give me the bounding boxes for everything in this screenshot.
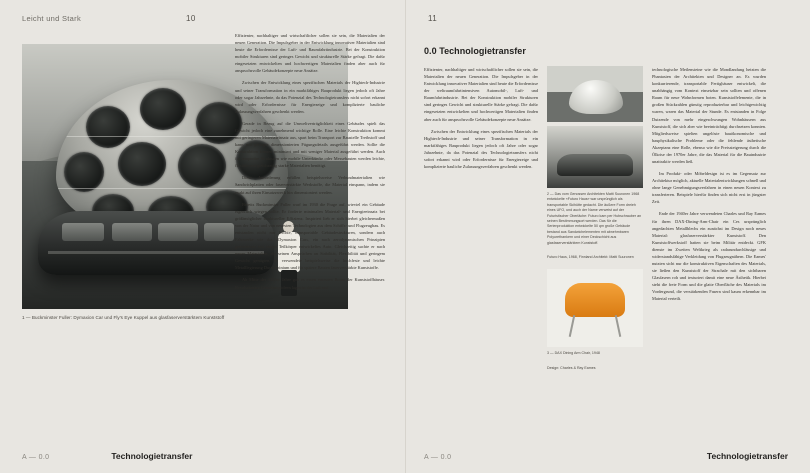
paragraph: Diese Anforderung erfüllen beispielsweise Verbundmaterialien wie Sandwichplatten oder faserverstärkte Werkstoffe, die Material einspann, indem sie exakt auf ihren Einsatzzweck hin dimensioniert werden. (235, 175, 385, 195)
right-column-3 (652, 66, 766, 380)
figure-futuro-house-bw (547, 126, 643, 188)
running-head-left (22, 14, 387, 28)
photo-futuro-house (547, 66, 643, 122)
paragraph: Effizienter, nachhaltiger und wirtschaftlicher sollen sie sein, die Materialien der neuen Generation. Die Impulsgeber in der Entwicklung innovativer Materialien sind heute die Erfordernisse der Luft- und Raumfahrtindustrie. Bei der Konstruktion mobiler Strukturen sind geringes Gewicht und strukturelle Stärke gefragt. Die dafür eingesetzten entwickelten und hochwertigen Materialien finden aber auch für anspruchsvolle Gebäudekonzepte neue Ansätze. (235, 33, 385, 74)
running-head-chapter: Leicht und Stark (22, 14, 81, 23)
page-folio-right: 11 (428, 14, 438, 23)
right-page-body (424, 66, 790, 380)
paragraph: technologische Meilensteine wie die Mondlandung heizten die Phantasien der Architekten und Designer an. Es wurden konkurrierende, transportable Fertighäuser entwickelt, die unabhängig vom Kontext einsetzbar sein sollten und offenen Raum für neue Wohnformen boten. Kunststoffelemente, die in großen Stückzahlen günstig reproduzierbar und leichtgewichtig waren, waren das Material der Stunde. Es entstanden in Folge Dutzende von mehr eingeschwungen Wohnhäusern aus Kunststoff, die sich aber wie beeinträchtigt durchsetzen konnten. Mitgliedsweise spielten ungelöste bauökonomische und bauphysikalische Probleme oder die fehlende ästhetische Akzeptanz eine Rolle, ebenso wie die Preissteigerung durch die Ölkrise der 1970er Jahre, die das Material für die Bauindustrie unattraktiv werden ließ. (652, 67, 766, 165)
figure-caption: 1 — Buckminster Fuller: Dymaxion Car und Fly's Eye Kuppel aus glasfaserverstärktem Kunststoff (22, 315, 225, 320)
figure-caption-dax: 3 — DAX Dining Arm Chair, 1948 (547, 351, 600, 356)
right-column-figures (547, 66, 643, 380)
figure-dax-chair (547, 269, 643, 347)
figure-credit-dax: Design: Charles & Ray Eames (547, 365, 596, 370)
paragraph: Gerade in Bezug auf die Umweltverträglichkeit eines Gebäudes spielt das Gewicht jedoch eine zunehmend wichtige Rolle. Eine leichte Konstruktion kommt mit geringeren Materialeinsatz aus, spart beim Transport zur Baustelle Treibstoff und kann mit geringer dimensionierten Fügungsdetails ausgeführt werden. Sollte die Konstruktion können minimiert und mit weniger Material ausgeführt werden. Auch für temporäre Strukturen wie mobile Unterkünfte oder Messebauten werden leichte, flexible und gleichzeitig starke Materialien benötigt. (235, 120, 385, 169)
footer-right (424, 451, 788, 461)
footer-left (22, 451, 387, 461)
photo-dax-chair (547, 269, 643, 347)
chapter-title: 0.0 Technologietransfer (424, 46, 526, 56)
running-head-right (424, 14, 788, 28)
paragraph: Zwischen der Entwicklung eines spezifischen Materials der Hightech-Industrie und seiner Transformation in ein marktfähiges Bauprodukt liegen jedoch oft Jahre oder sogar Jahrzehnte, da das Potenzial des Technologietransfers nicht sofort erkannt wird oder Erfordernisse für Energiezeige und komplizierte bauliche Zulassungsverfahren geschenkt werden. (235, 80, 385, 114)
paragraph: Ab Mitte der 1960er Jahre gab es einen erneuten Boom der Kunststoffhäuser. Revolutionäre Gestaltungsideen lagen in der Luft und (235, 277, 385, 290)
left-page-text-column (235, 32, 385, 296)
paragraph: Im Produkt- oder Möbeldesign ist es im Gegensatz zur Architektur möglich, aktuelle Materialentwicklungen schnell und ohne lange Genehmigungsverfahren in einen neuen Kontext zu transferieren. Beispiele hierfür finden sich nicht erst in jüngster Zeit. (652, 171, 766, 205)
footer-section-right: A — 0.0 (424, 454, 452, 461)
page-folio-left: 10 (186, 14, 196, 23)
figure-credit-futuro: Futuro Haus, 1968, Finnland Architekt: Matti Suuronen (547, 254, 634, 259)
photo-futuro-house-bw (547, 126, 643, 188)
right-page (405, 0, 810, 473)
paragraph: Bereits Buckminster Fuller warf im 1930 die Frage auf, wieviel ein Gebäude eigentlich wiegen sollte. Er forderte minimalen Material- und Energieeinsatz bei größtmöglicher struktureller Effizienz. Inspiriert lieb er sich hierbei gleichermaßen von der Natur und von neuesten Technologien aus dem Schiffs- und Flugzeugbau. Es entstanden nicht nur leichte, transportable Gebäudestrukturen, sondern auch Fahrwerke wie das «Dymaxion Car», ein nach aerodynamischen Prinzipien geminimum mit einem Teilkörper entwickeltes Auto. Gleichzeitig suchte er nach neuen Materialien, die seinen Ansprüchen an Stabilität, Flexibilität und geringem Gewicht genügten. Er verwendete beispielsweise die hochfeste und leichte Metalllegierung Duraluminium und für spätere Bauten faserverstärkte Kunststoffe. (235, 201, 385, 271)
paragraph: Ende der 1940er Jahre verwendeten Charles und Ray Eames für ihren DAX-Dining-Arm-Chair ein Ces ursprünglich angedachten Metallblechs ein zunächst im Design noch neues Material: glasfaserverstärkter Kunststoff. Den Kunststoffwerkstoff hatten sie beim Militär entdeckt. GFK dienste im Zweiten Weltkrieg als radarundurchlässige und widerstandsfähige Verkleidung von Flugzeugnähern. Die Eames' nutzten sicht nur die konstruktiven Eigenschaften des Materials, sie ließen den Kunststoff der Strachale mit den sichtbaren Glasfasern roh und texturiert damit eine neue Ästhetik. Hierbei steht die freie Form und die glatte Oberfläche des Materials im Vordergrund, die verstärkenden Fasern sind kaum erkennbar im Material verteilt. (652, 211, 766, 302)
paragraph: Effizienter, nachhaltiger und wirtschaftlicher sollen sie sein, die Materialien der neuen Generation. Die Impulsgeber in der Entwicklung innovativer Materialien sind heute die Erfordernisse der weltraumfahrtintensiven Automobil-, Luft- und Raumfahrtindustrie. Bei der Konstruktion mobiler Strukturen sind geringes Gewicht und strukturelle Stärke gefragt. Die dafür eingesetzten entwickelten und hochwertigen Materialien finden aber auch für anspruchsvolle Gebäudekonzepte neue Ansätze. (424, 67, 538, 122)
figure-caption-futuro: 2 — Das vom Genossen Architekten Matti Suuronen 1968 entwickelte «Futuro Haus» war ursprünglich als transportable Skihütte gedacht. Die äußere Form dreieh eines UFO, und auch der Name verweist auf der Futuristischer Oberläche: Futuro kam per Hubschrauber an seinen Bestimmungsort werden. Das für die Serienproduktion entwickelte 50 qm große Gebäude bestand aus Sandwichelementen mit abnehmbaren Polyurethankern und einer Deckschicht aus glasfaserverstärktem Kunststoff. (547, 192, 642, 245)
right-column-1 (424, 66, 538, 380)
paragraph: Zwischen der Entwicklung eines spezifischen Materials der Hightech-Industrie und seiner Transformation in ein marktfähiges Bauprodukt liegen jedoch oft Jahre oder sogar Jahrzehnte, da das Potenzial des Technologietransfers nicht sofort erkannt wird oder Erfordernisse für Energiezeige und komplizierte bauliche Zulassungsverfahren geschenkt werden. (424, 128, 538, 170)
footer-section-left: A — 0.0 (22, 454, 50, 461)
footer-title-left: Technologietransfer (111, 451, 193, 461)
footer-title-right: Technologietransfer (706, 451, 788, 461)
figure-futuro-house (547, 66, 643, 122)
